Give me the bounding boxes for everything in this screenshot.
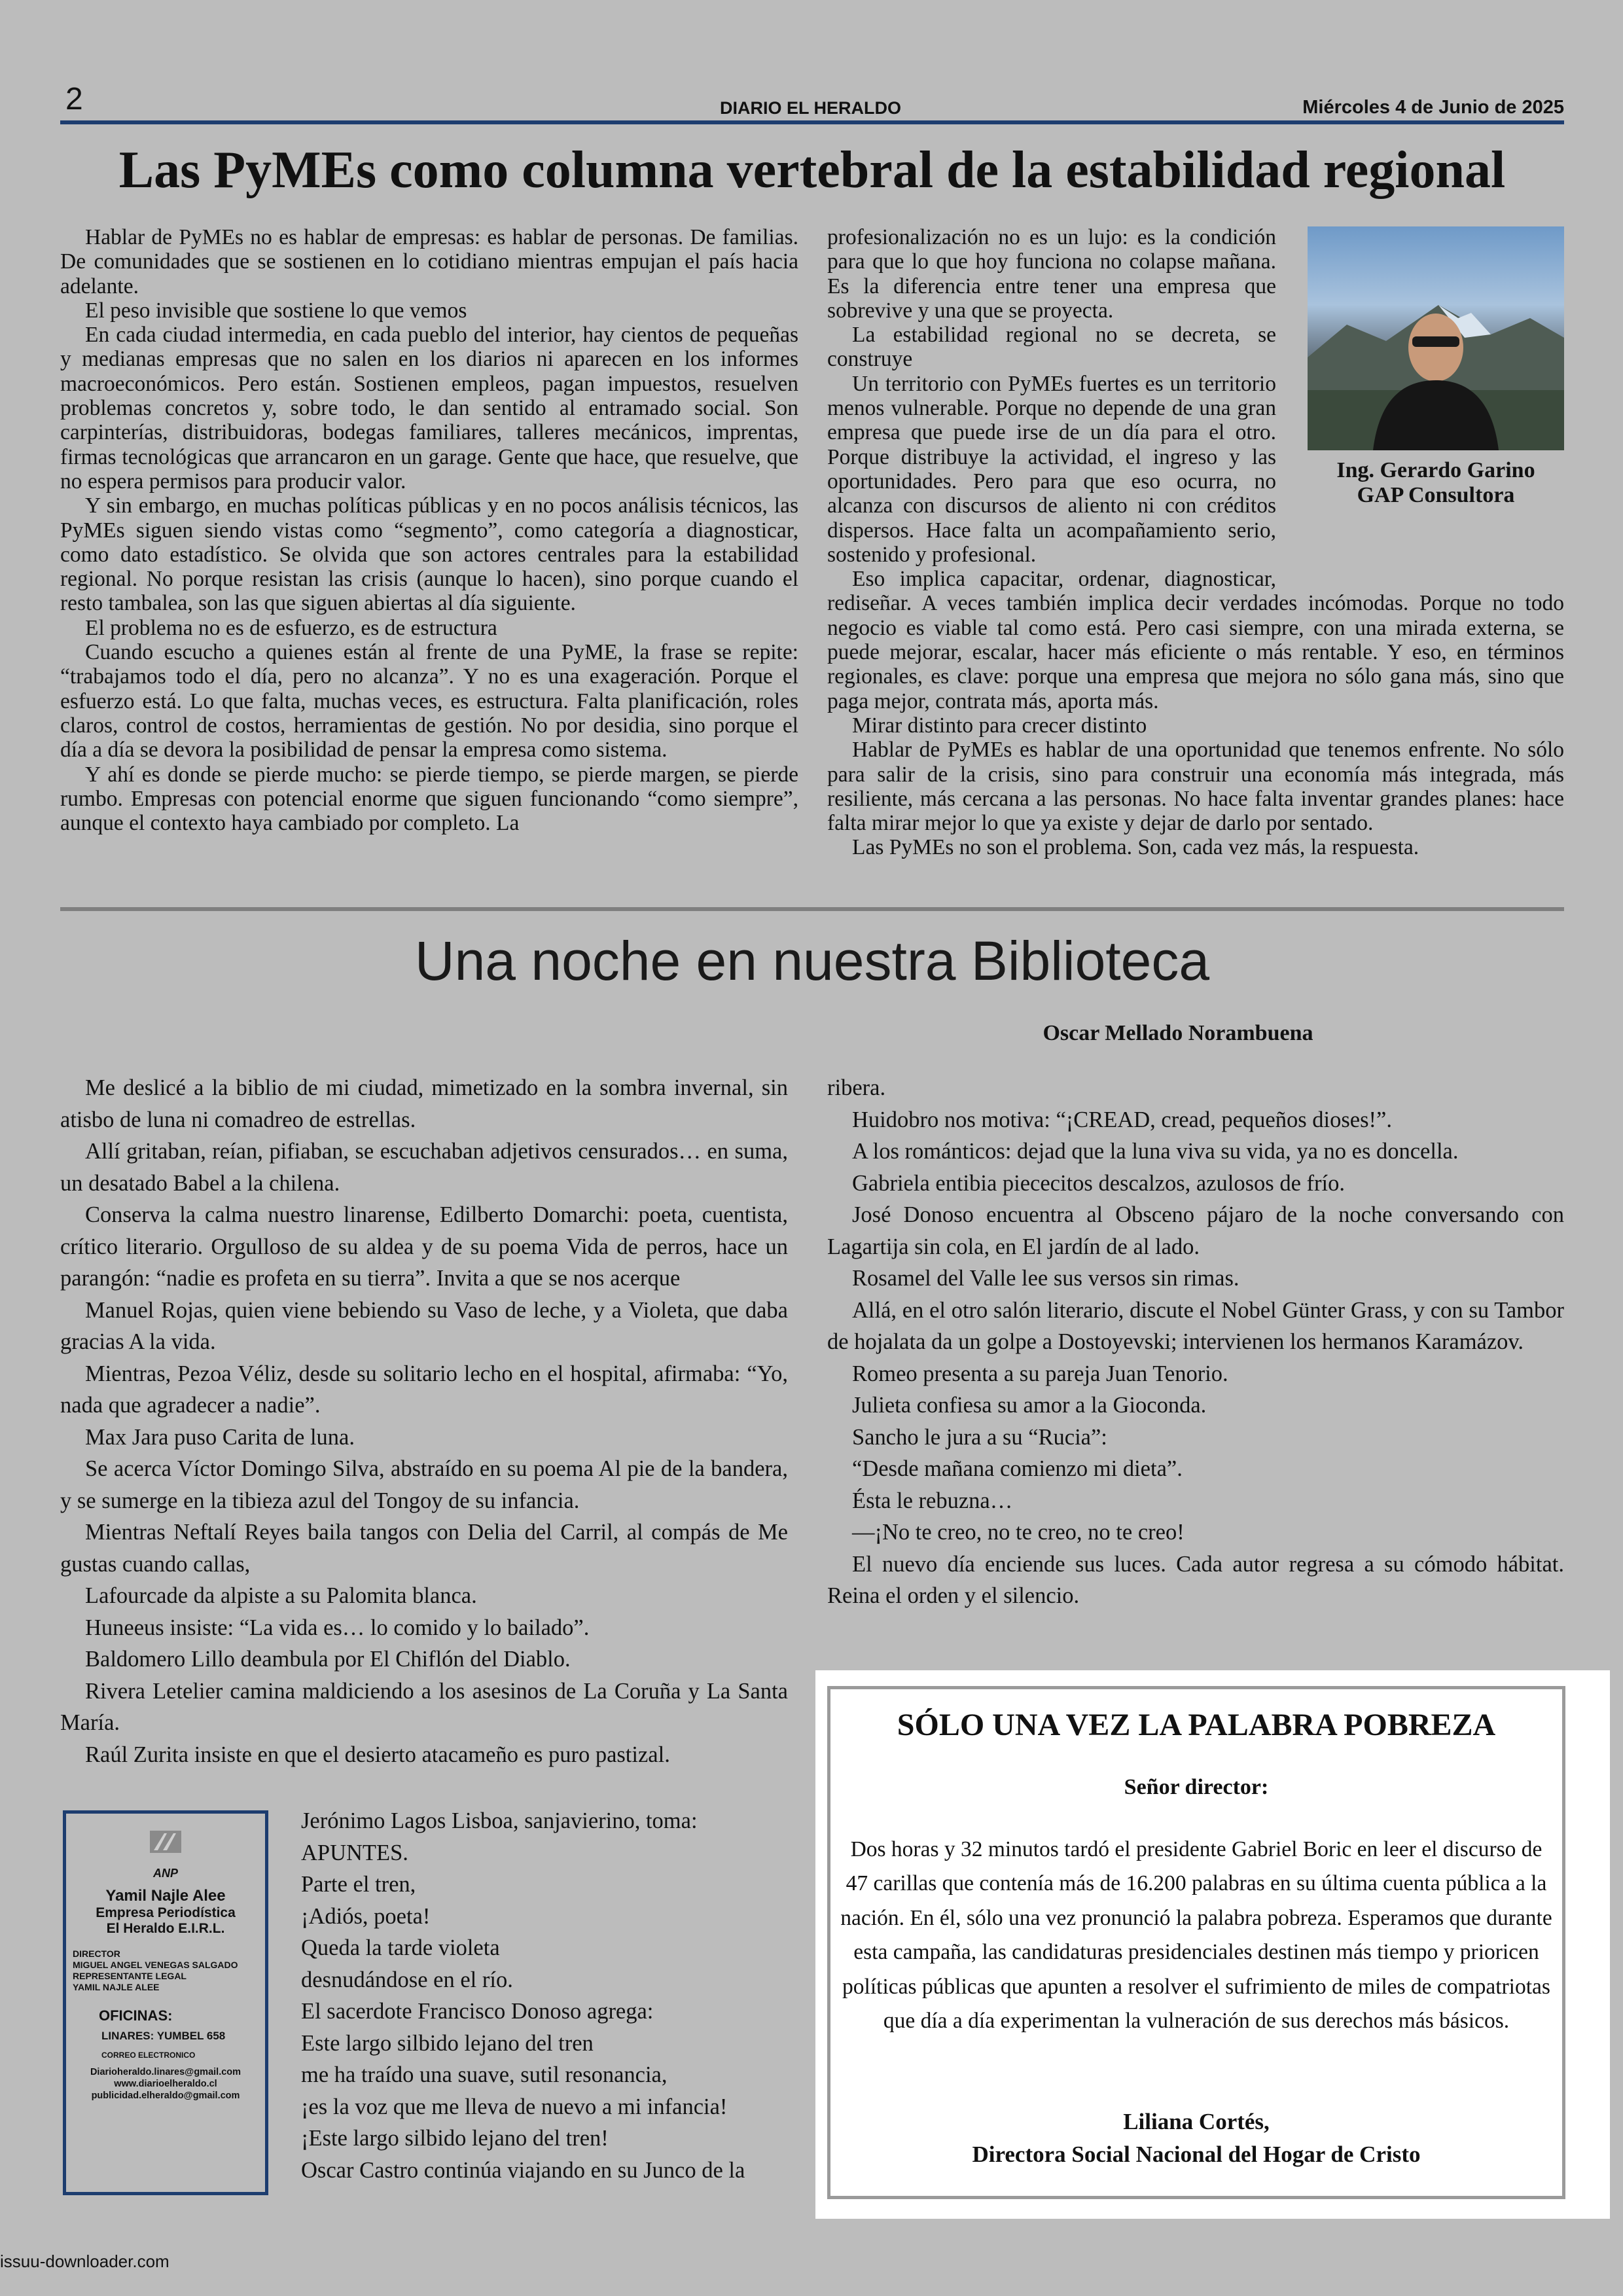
paper-name: DIARIO EL HERALDO bbox=[720, 98, 902, 118]
caption-name: Ing. Gerardo Garino bbox=[1336, 458, 1535, 482]
poem-block bbox=[301, 1805, 792, 2186]
paragraph: Rivera Letelier camina maldiciendo a los asesinos de La Coruña y La Santa María. bbox=[60, 1678, 788, 1735]
author-photo bbox=[1308, 226, 1564, 450]
poem-line: Oscar Castro continúa viajando en su Junco de la bbox=[301, 2157, 745, 2183]
article-author: Oscar Mellado Norambuena bbox=[1043, 1021, 1313, 1045]
poem-line: ¡Adiós, poeta! bbox=[301, 1903, 431, 1929]
paragraph: profesionalización no es un lujo: es la condición para que lo que hoy funciona no colapse mañana. Es la diferencia entre tener una empresa que sobrevive y una que se proyecta. bbox=[827, 225, 1276, 323]
email-link[interactable]: Diarioheraldo.linares@gmail.com bbox=[90, 2067, 241, 2077]
header-rule bbox=[60, 120, 1564, 124]
poem-line: Jerónimo Lagos Lisboa, sanjavierino, toma: bbox=[301, 1808, 698, 1833]
paragraph: Huneeus insiste: “La vida es… lo comido y lo bailado”. bbox=[85, 1615, 590, 1640]
article2-left-column bbox=[60, 1072, 788, 1770]
paragraph: “Desde mañana comienzo mi dieta”. bbox=[852, 1456, 1183, 1481]
paragraph: Hablar de PyMEs no es hablar de empresas: es hablar de personas. De familias. De comunidades que se sostienen en lo cotidiano mientras empujan el país hacia adelante. bbox=[60, 225, 798, 298]
paragraph: Y sin embargo, en muchas políticas públicas y en no pocos análisis técnicos, las PyMEs siguen siendo vistas como “segmento”, como categoría a diagnosticar, como dato estadístico. Se olvida que son actores centrales para la estabilidad regional. No porque resistan las crisis (aunque lo hacen), sino porque cuando el resto tambalea, son las que siguen abiertas al día siguiente. bbox=[60, 493, 798, 616]
caption-org: GAP Consultora bbox=[1357, 483, 1515, 507]
paragraph: José Donoso encuentra al Obsceno pájaro de la noche conversando con Lagartija sin cola, en El jardín de al lado. bbox=[827, 1202, 1564, 1259]
paragraph: Conserva la calma nuestro linarense, Edilberto Domarchi: poeta, cuentista, crítico literario. Orgulloso de su aldea y de su poema Vida de perros, hace un parangón: “nadie es profeta en su tierra”. Invita a que se nos acerque bbox=[60, 1202, 788, 1291]
poem-line: ¡Este largo silbido lejano del tren! bbox=[301, 2126, 609, 2151]
director-name: MIGUEL ANGEL VENEGAS SALGADO bbox=[73, 1960, 238, 1970]
article-title: Las PyMEs como columna vertebral de la estabilidad regional bbox=[118, 141, 1506, 199]
letter-title: SÓLO UNA VEZ LA PALABRA POBREZA bbox=[897, 1708, 1496, 1742]
paragraph: A los románticos: dejad que la luna viva su vida, ya no es doncella. bbox=[852, 1139, 1459, 1164]
paragraph: ribera. bbox=[827, 1075, 886, 1100]
letter-greeting: Señor director: bbox=[1124, 1775, 1269, 1799]
poem-line: desnudándose en el río. bbox=[301, 1967, 513, 1992]
paragraph: Raúl Zurita insiste en que el desierto atacameño es puro pastizal. bbox=[85, 1742, 670, 1767]
legal-name: YAMIL NAJLE ALEE bbox=[73, 1982, 160, 1992]
poem-line: me ha traído una suave, sutil resonancia, bbox=[301, 2062, 668, 2087]
photo-caption bbox=[1308, 458, 1564, 508]
paragraph: Allá, en el otro salón literario, discute el Nobel Günter Grass, y con su Tambor de hojalata da un golpe a Dostoyevski; intervienen los hermanos Karamázov. bbox=[827, 1297, 1564, 1354]
company-line: Empresa Periodística bbox=[96, 1905, 236, 1920]
poem-line: El sacerdote Francisco Donoso agrega: bbox=[301, 1999, 654, 2024]
poem-line: APUNTES. bbox=[301, 1840, 408, 1865]
paragraph: En cada ciudad intermedia, en cada pueblo del interior, hay cientos de pequeñas y medianas empresas que no salen en los diarios ni aparecen en los informes macroeconómicos. Pero están. Sostienen empleos, pagan impuestos, resuelven problemas concretos y, sobre todo, le dan sentido al entramado social. Son carpinterías, distribuidoras, bodegas familiares, talleres mecánicos, imprentas, firmas tecnológicas que arrancaron en un garage. Gente que hace, que resuelve, que no espera permisos para producir valor. bbox=[60, 323, 798, 493]
article2-right-column bbox=[827, 1072, 1564, 1612]
offices-address: LINARES: YUMBEL 658 bbox=[101, 2030, 226, 2042]
paragraph: Mientras Neftalí Reyes baila tangos con Delia del Carril, al compás de Me gustas cuando callas, bbox=[60, 1520, 788, 1577]
masthead-box bbox=[63, 1810, 268, 2195]
paragraph: El nuevo día enciende sus luces. Cada autor regresa a su cómodo hábitat. Reina el orden y el silencio. bbox=[827, 1551, 1564, 1608]
paragraph: Un territorio con PyMEs fuertes es un territorio menos vulnerable. Porque no depende de una gran empresa que puede irse de un día para el otro. Porque distribuye la actividad, el ingreso y las oportunidades. Pero para que eso ocurra, no alcanza con discursos de aliento ni con créditos dispersos. Hace falta un acompañamiento serio, sostenido y profesional. bbox=[827, 371, 1276, 567]
subheading: La estabilidad regional no se decreta, se construye bbox=[827, 323, 1276, 372]
paragraph: Huidobro nos motiva: “¡CREAD, cread, pequeños dioses!”. bbox=[852, 1107, 1392, 1132]
paragraph: Hablar de PyMEs es hablar de una oportunidad que tenemos enfrente. No sólo para salir de la crisis, sino para construir una economía más integrada, más resiliente, más cercana a las personas. No hace falta inventar grandes planes: hace falta mirar mejor lo que ya existe y dejar de darlo por sentado. bbox=[827, 738, 1564, 836]
paragraph: Rosamel del Valle lee sus versos sin rimas. bbox=[852, 1266, 1240, 1291]
subheading: El problema no es de esfuerzo, es de estructura bbox=[85, 615, 497, 640]
poem-line: Queda la tarde violeta bbox=[301, 1935, 500, 1960]
paragraph: Y ahí es donde se pierde mucho: se pierde tiempo, se pierde margen, se pierde rumbo. Empresas con potencial enorme que siguen funcionando “como siempre”, aunque el contexto haya cambiado por completo. La bbox=[60, 762, 798, 836]
paragraph: Cuando escucho a quienes están al frente de una PyME, la frase se repite: “trabajamos todo el día, pero no alcanza”. Y no es una exageración. Porque el esfuerzo está. Lo que falta, muchas veces, es estructura. Falta planificación, roles claros, control de costos, herramientas de gestión. No por desidia, sino porque el día a día se devora la posibilidad de pensar la empresa como sistema. bbox=[60, 640, 798, 762]
website-link[interactable]: www.diarioelheraldo.cl bbox=[114, 2079, 217, 2089]
paragraph: Mientras, Pezoa Véliz, desde su solitario lecho en el hospital, afirmaba: “Yo, nada que agradecer a nadie”. bbox=[60, 1361, 788, 1418]
paragraph: Eso implica capacitar, ordenar, diagnosticar, rediseñar. A veces también implica decir verdades incómodas. Porque no todo negocio es viable tal como está. Pero casi siempre, con una mirada externa, se puede mejorar, escalar, hacer más eficiente o más rentable. Y eso, en términos regionales, es clave: porque una empresa que mejora no sólo gana más, sino que paga mejor, contrata más, aporta más. bbox=[827, 567, 1564, 713]
paragraph: Las PyMEs no son el problema. Son, cada vez más, la respuesta. bbox=[852, 835, 1419, 860]
paragraph: Manuel Rojas, quien viene bebiendo su Vaso de leche, y a Violeta, que daba gracias A la vida. bbox=[60, 1297, 788, 1354]
paragraph: Allí gritaban, reían, pifiaban, se escuchaban adjetivos censurados… en suma, un desatado Babel a la chilena. bbox=[60, 1139, 788, 1196]
company-name: El Heraldo E.I.R.L. bbox=[106, 1921, 225, 1936]
portrait-illustration bbox=[1308, 226, 1564, 450]
poem-line: Este largo silbido lejano del tren bbox=[301, 2030, 594, 2056]
watermark-text: issuu-downloader.com bbox=[0, 2251, 169, 2271]
page-number: 2 bbox=[65, 82, 83, 117]
issue-date: Miércoles 4 de Junio de 2025 bbox=[1302, 97, 1564, 118]
paragraph: Max Jara puso Carita de luna. bbox=[85, 1424, 355, 1450]
letter-body: Dos horas y 32 minutos tardó el presidente Gabriel Boric en leer el discurso de 47 carillas que contenía más de 16.200 palabras en su última cuenta pública a la nación. En él, sólo una vez pronunció la palabra pobreza. Esperamos que durante esta campaña, las candidaturas presidenciales destinen más tiempo y prioricen políticas públicas que apunten a resolver el sufrimiento de miles de compatriotas que día a día experimentan la vulneración de sus derechos más básicos. bbox=[840, 1837, 1552, 2034]
legal-label: REPRESENTANTE LEGAL bbox=[73, 1971, 187, 1981]
subheading: Mirar distinto para crecer distinto bbox=[852, 713, 1147, 738]
letter-signature-name: Liliana Cortés, bbox=[1123, 2109, 1270, 2134]
anp-logo-icon bbox=[145, 1829, 187, 1863]
paragraph: Sancho le jura a su “Rucia”: bbox=[852, 1424, 1107, 1450]
email-label: CORREO ELECTRONICO bbox=[101, 2051, 196, 2060]
paragraph: —¡No te creo, no te creo, no te creo! bbox=[852, 1520, 1185, 1545]
poem-line: ¡es la voz que me lleva de nuevo a mi infancia! bbox=[301, 2094, 728, 2119]
subheading: El peso invisible que sostiene lo que vemos bbox=[85, 298, 467, 323]
paragraph: Gabriela entibia piececitos descalzos, azulosos de frío. bbox=[852, 1170, 1345, 1196]
section-separator bbox=[60, 907, 1564, 911]
paragraph: Me deslicé a la biblio de mi ciudad, mimetizado en la sombra invernal, sin atisbo de luna ni comadreo de estrellas. bbox=[60, 1075, 788, 1132]
offices-label: OFICINAS: bbox=[99, 2007, 173, 2024]
paragraph: Ésta le rebuzna… bbox=[852, 1488, 1013, 1513]
email-link[interactable]: publicidad.elheraldo@gmail.com bbox=[91, 2090, 240, 2101]
owner-name: Yamil Najle Alee bbox=[105, 1887, 226, 1905]
article1-left-column bbox=[60, 225, 798, 835]
anp-logo bbox=[73, 1823, 259, 1880]
anp-logo-text: ANP bbox=[152, 1867, 178, 1880]
director-label: DIRECTOR bbox=[73, 1948, 120, 1959]
paragraph: Romeo presenta a su pareja Juan Tenorio. bbox=[852, 1361, 1228, 1386]
paragraph: Julieta confiesa su amor a la Gioconda. bbox=[852, 1393, 1207, 1418]
poem-line: Parte el tren, bbox=[301, 1872, 416, 1897]
paragraph: Baldomero Lillo deambula por El Chiflón del Diablo. bbox=[85, 1647, 571, 1672]
letter-signature-role: Directora Social Nacional del Hogar de Cristo bbox=[972, 2142, 1421, 2167]
paragraph: Se acerca Víctor Domingo Silva, abstraído en su poema Al pie de la bandera, y se sumerge en la tibieza azul del Tongoy de su infancia. bbox=[60, 1456, 788, 1513]
paragraph: Lafourcade da alpiste a su Palomita blanca. bbox=[85, 1583, 477, 1608]
article-title: Una noche en nuestra Biblioteca bbox=[414, 930, 1210, 992]
